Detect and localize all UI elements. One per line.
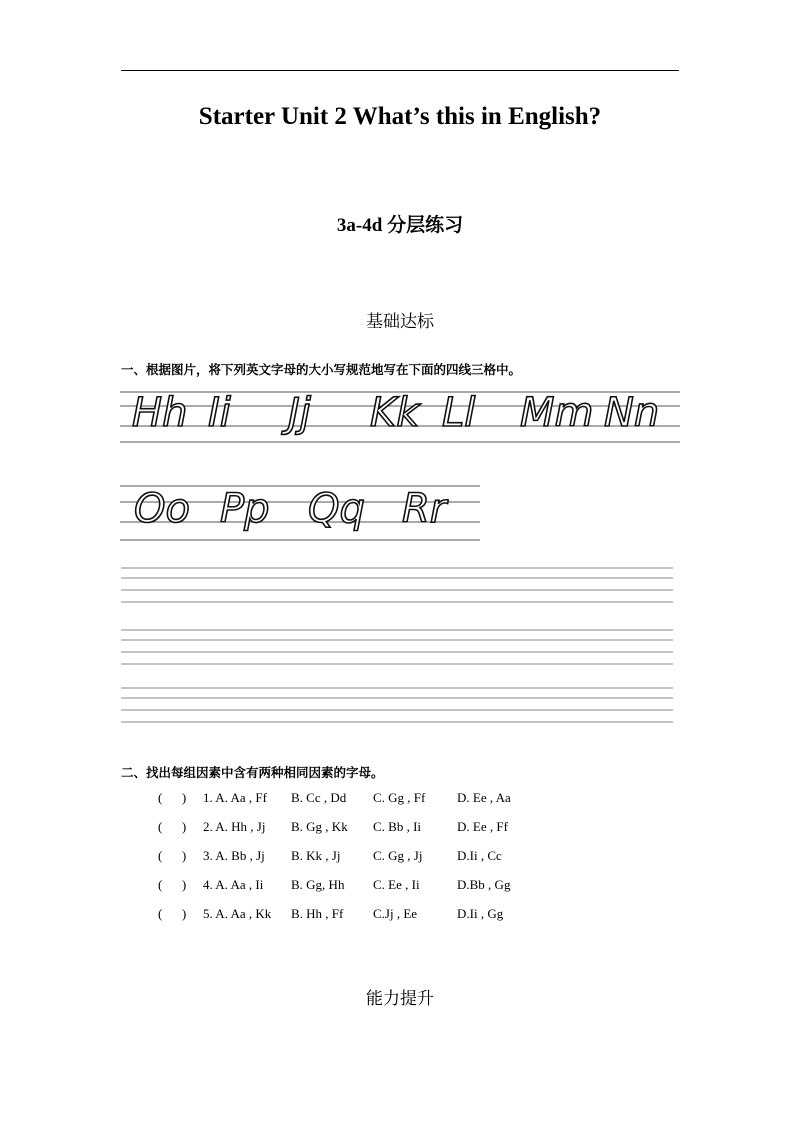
section-heading-basic: 基础达标 [366, 312, 434, 332]
section-heading-advanced: 能力提升 [366, 989, 434, 1009]
instruction-1: 一、根据图片，将下列英文字母的大小写规范地写在下面的四线三格中。 [121, 362, 522, 377]
answer-blank[interactable]: ( ) [158, 848, 187, 863]
question-row [158, 848, 502, 864]
answer-blank[interactable]: ( ) [158, 790, 187, 805]
top-rule [121, 70, 679, 71]
option-b: B. Kk , Jj [291, 848, 341, 863]
option-d: D. Ee , Ff [457, 819, 508, 834]
question-row [158, 877, 510, 893]
option-c: C. Gg , Ff [373, 790, 426, 805]
answer-blank[interactable]: ( ) [158, 819, 187, 834]
option-b: B. Hh , Ff [291, 906, 344, 921]
letter-samples [120, 378, 680, 548]
letter-pair-oo: Oo [134, 486, 190, 532]
letter-pair-mm: Mm [520, 390, 594, 436]
letter-pair-kk: Kk [370, 390, 420, 436]
letter-pair-pp: Pp [220, 486, 270, 532]
question-row [158, 906, 503, 922]
option-d: D. Ee , Aa [457, 790, 511, 805]
option-a: 4. A. Aa , Ii [203, 877, 264, 892]
option-c: C. Bb , Ii [373, 819, 422, 834]
answer-blank[interactable]: ( ) [158, 877, 187, 892]
option-d: D.Ii , Cc [457, 848, 502, 863]
practice-grid [121, 560, 673, 730]
option-d: D.Ii , Gg [457, 906, 504, 921]
letter-pair-ll: Ll [442, 390, 476, 436]
option-a: 3. A. Bb , Jj [203, 848, 265, 863]
question-row [158, 790, 511, 806]
option-d: D.Bb , Gg [457, 877, 511, 892]
letter-pair-qq: Qq [308, 486, 365, 532]
page-subtitle: 3a-4d 分层练习 [336, 215, 464, 236]
letter-pair-hh: Hh [132, 390, 188, 436]
option-a: 1. A. Aa , Ff [203, 790, 267, 805]
letter-pair-jj: Jj [288, 390, 311, 436]
answer-blank[interactable]: ( ) [158, 906, 187, 921]
option-a: 2. A. Hh , Jj [203, 819, 266, 834]
option-b: B. Gg, Hh [291, 877, 345, 892]
option-c: C. Ee , Ii [373, 877, 420, 892]
letter-pair-nn: Nn [604, 390, 660, 436]
option-b: B. Gg , Kk [291, 819, 348, 834]
question-row [158, 819, 508, 835]
option-a: 5. A. Aa , Kk [203, 906, 272, 921]
page-title: Starter Unit 2 What’s this in English? [198, 103, 602, 130]
letter-pair-rr: Rr [402, 486, 447, 532]
option-b: B. Cc , Dd [291, 790, 347, 805]
option-c: C. Gg , Jj [373, 848, 423, 863]
instruction-2: 二、找出每组因素中含有两种相同因素的字母。 [121, 765, 384, 780]
option-c: C.Jj , Ee [373, 906, 418, 921]
letter-pair-ii: Ii [208, 390, 231, 436]
